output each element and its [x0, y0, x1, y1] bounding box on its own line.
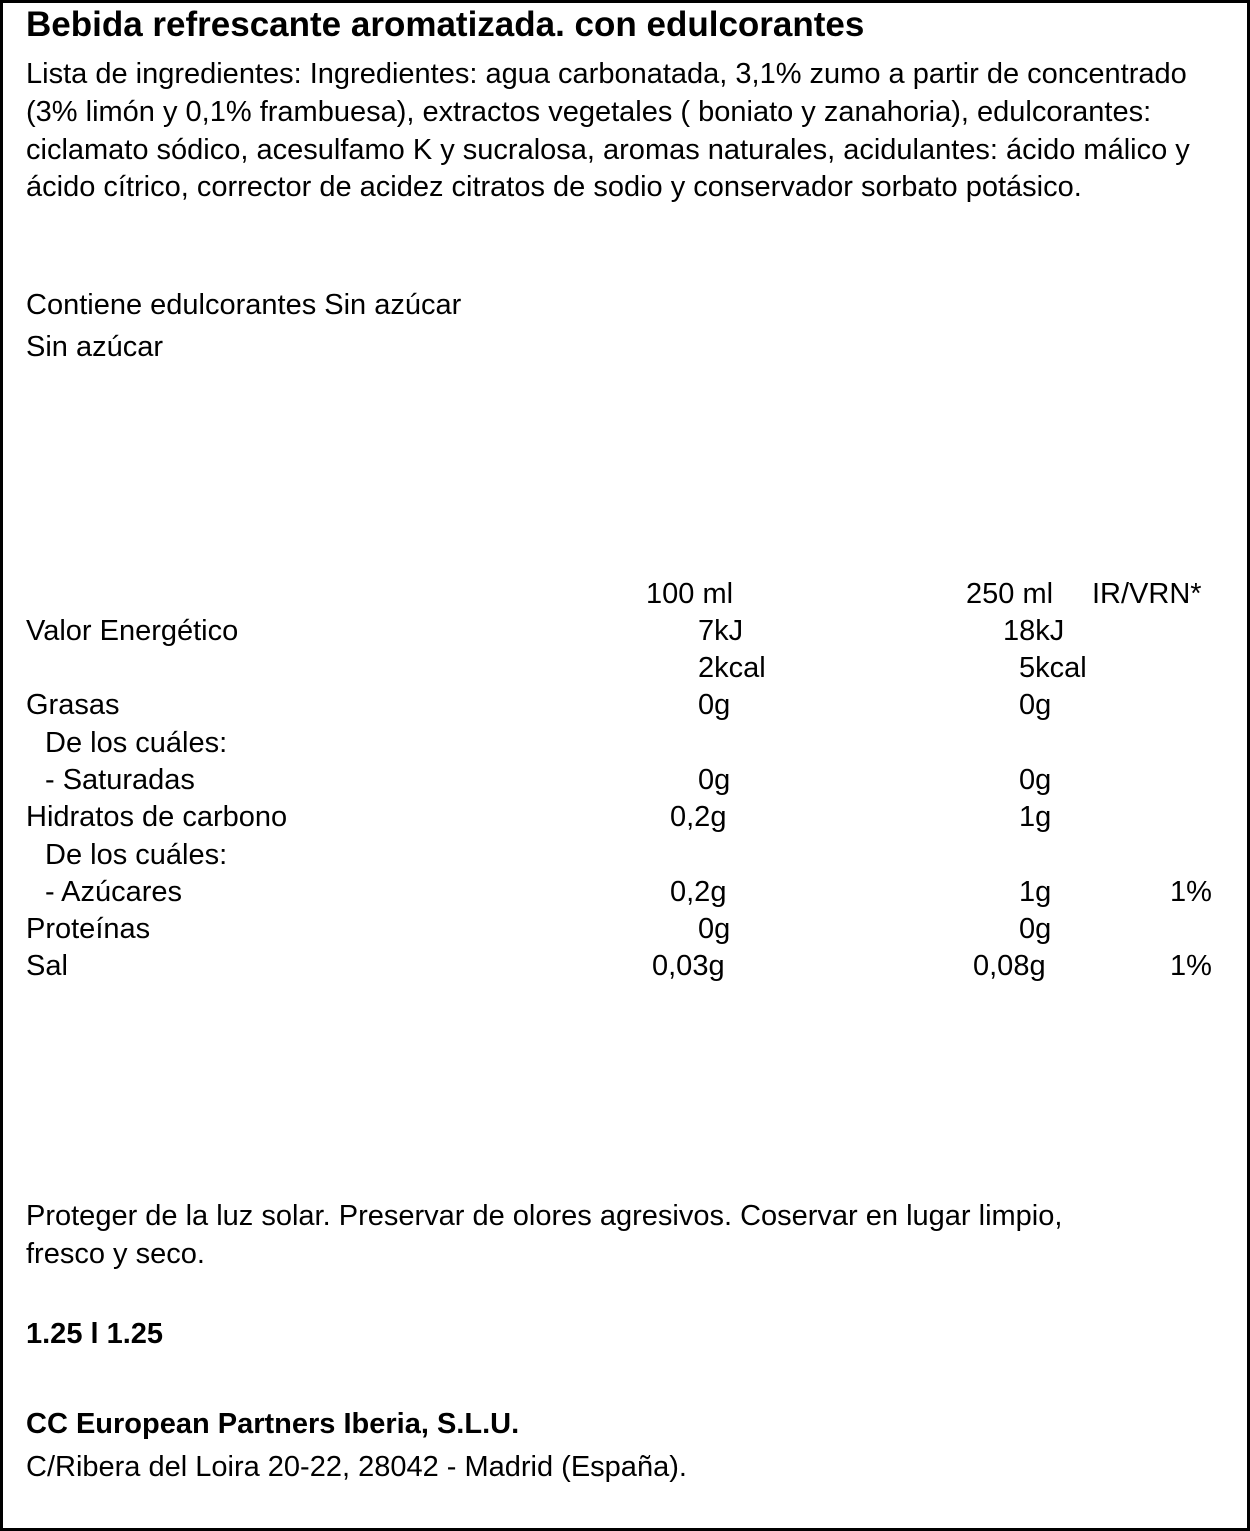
product-title: Bebida refrescante aromatizada. con edulcorantes	[26, 5, 865, 44]
row-sugars-250: 1g	[1019, 876, 1052, 908]
row-label-sugars: - Azúcares	[45, 876, 182, 908]
row-energy-kcal-100: 2kcal	[698, 652, 766, 684]
claim-sweeteners: Contiene edulcorantes Sin azúcar	[26, 289, 462, 321]
row-fat-250: 0g	[1019, 689, 1052, 721]
header-per-250ml: 250 ml	[966, 578, 1054, 610]
row-fat-100: 0g	[698, 689, 731, 721]
header-ir-vrn: IR/VRN*	[1092, 578, 1202, 610]
row-salt-250: 0,08g	[973, 950, 1046, 982]
row-energy-kcal-250: 5kcal	[1019, 652, 1087, 684]
row-salt-100: 0,03g	[652, 950, 725, 982]
storage-line-2: fresco y seco.	[26, 1238, 205, 1270]
row-salt-ir: 1%	[1170, 950, 1212, 982]
row-sugars-ir: 1%	[1170, 876, 1212, 908]
storage-line-1: Proteger de la luz solar. Preservar de olores agresivos. Coservar en lugar limpio,	[26, 1200, 1063, 1232]
ingredients-list: Lista de ingredientes: Ingredientes: agua carbonatada, 3,1% zumo a partir de concentrado (3% limón y 0,1% frambuesa), extractos vegetales ( boniato y zanahoria), edulcorantes: ciclamato sódico, acesulfamo K y sucralosa, aromas naturales, acidulantes: ácido málico y ácido cítrico, corrector de acidez citratos de sodio y conservador sorbato potásico.	[26, 58, 1190, 204]
row-carbohydrates-250: 1g	[1019, 801, 1052, 833]
row-label-energy: Valor Energético	[26, 615, 239, 647]
row-label-of-which-fat: De los cuáles:	[45, 727, 228, 759]
row-energy-kj-250: 18kJ	[1003, 615, 1065, 647]
row-energy-kj-100: 7kJ	[698, 615, 744, 647]
row-protein-100: 0g	[698, 913, 731, 945]
row-carbohydrates-100: 0,2g	[670, 801, 727, 833]
company-name: CC European Partners Iberia, S.L.U.	[26, 1408, 520, 1440]
row-label-carbohydrates: Hidratos de carbono	[26, 801, 288, 833]
claim-no-sugar: Sin azúcar	[26, 331, 164, 363]
company-address: C/Ribera del Loira 20-22, 28042 - Madrid (España).	[26, 1451, 687, 1483]
net-volume: 1.25 l 1.25	[26, 1318, 164, 1350]
row-sugars-100: 0,2g	[670, 876, 727, 908]
row-protein-250: 0g	[1019, 913, 1052, 945]
row-saturated-250: 0g	[1019, 764, 1052, 796]
row-label-saturated: - Saturadas	[45, 764, 195, 796]
row-label-of-which-carbs: De los cuáles:	[45, 839, 228, 871]
row-saturated-100: 0g	[698, 764, 731, 796]
row-label-salt: Sal	[26, 950, 68, 982]
row-label-fat: Grasas	[26, 689, 120, 721]
header-per-100ml: 100 ml	[646, 578, 734, 610]
row-label-protein: Proteínas	[26, 913, 151, 945]
